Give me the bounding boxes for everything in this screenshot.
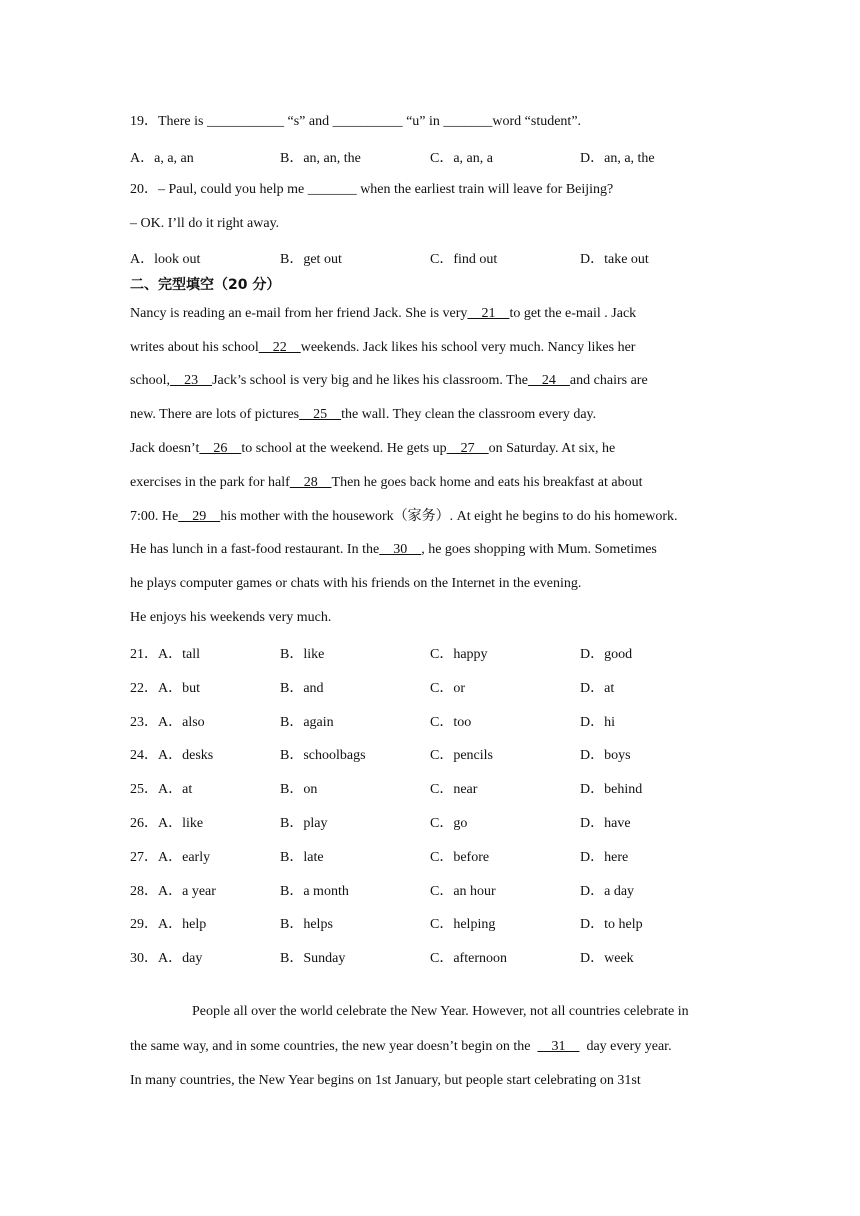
passage-line: exercises in the park for half 28 Then he goes back home and eats his breakfast at about <box>130 475 643 490</box>
blank-25: 25 <box>299 407 342 422</box>
option-a: A．look out <box>130 252 201 267</box>
passage-line: school, 23 Jack’s school is very big and he likes his classroom. The 24 and chairs are <box>130 373 648 388</box>
option-b: B．an, an, the <box>280 151 361 166</box>
option-c: C．near <box>430 782 478 798</box>
option-c: C．a, an, a <box>430 151 493 166</box>
blank-31: 31 <box>537 1039 580 1054</box>
passage2-line: People all over the world celebrate the New Year. However, not all countries celebrate in <box>192 1004 689 1019</box>
option-b: B．on <box>280 782 318 798</box>
answer-row <box>130 643 780 661</box>
blank-21: 21 <box>467 306 510 321</box>
option-b: B．a month <box>280 883 349 899</box>
option-b: B．helps <box>280 917 333 933</box>
option-c: C．happy <box>430 647 488 662</box>
answer-row <box>130 913 780 931</box>
option-b: B．play <box>280 816 328 831</box>
option-b: B．get out <box>280 252 342 267</box>
passage-line: he plays computer games or chats with his friends on the Internet in the evening. <box>130 576 582 591</box>
answer-row <box>130 778 780 796</box>
passage-line: He has lunch in a fast-food restaurant. In the 30 , he goes shopping with Mum. Sometimes <box>130 542 657 557</box>
option-c: C．an hour <box>430 883 496 899</box>
option-c: C．before <box>430 849 490 865</box>
option-a: 22．A．but <box>130 680 200 696</box>
option-d: D．here <box>580 849 629 865</box>
option-a: 27．A．early <box>130 849 211 865</box>
option-d: D．hi <box>580 714 615 730</box>
option-a: 21．A．tall <box>130 647 200 662</box>
option-b: B．like <box>280 647 325 662</box>
question-20-reply: – OK. I’ll do it right away. <box>130 216 280 231</box>
question-19: 19．There is ___________ “s” and __________ “u” in _______word “student”. <box>130 114 582 129</box>
option-c: C．or <box>430 680 465 696</box>
passage-line: 7:00. He 29 his mother with the housework（家务）. At eight he begins to do his homework. <box>130 509 678 524</box>
option-a: 29．A．help <box>130 917 207 933</box>
answer-row <box>130 677 780 695</box>
option-b: B．schoolbags <box>280 748 366 764</box>
option-a: 28．A．a year <box>130 883 216 899</box>
passage-line: Nancy is reading an e-mail from her friend Jack. She is very 21 to get the e-mail . Jack <box>130 306 637 321</box>
option-a: 26．A．like <box>130 816 204 831</box>
passage2-line: the same way, and in some countries, the new year doesn’t begin on the 31 day every year. <box>130 1039 672 1054</box>
answer-row <box>130 880 780 898</box>
answer-row <box>130 947 780 965</box>
answer-row <box>130 846 780 864</box>
blank-30: 30 <box>379 542 422 557</box>
answer-row <box>130 812 780 830</box>
option-d: D．behind <box>580 782 643 798</box>
option-b: B．Sunday <box>280 951 346 967</box>
option-d: D．good <box>580 647 633 662</box>
question-20-options <box>130 248 780 266</box>
blank-22: 22 <box>258 340 301 355</box>
option-c: C．go <box>430 816 468 831</box>
option-d: D．boys <box>580 748 631 764</box>
option-d: D．at <box>580 680 615 696</box>
blank-23: 23 <box>170 373 213 388</box>
option-a: A．a, a, an <box>130 151 194 166</box>
option-d: D．an, a, the <box>580 151 655 166</box>
blank-26: 26 <box>199 441 242 456</box>
option-d: D．have <box>580 816 631 831</box>
passage2-line: In many countries, the New Year begins on 1st January, but people start celebrating on 31st <box>130 1073 641 1088</box>
option-b: B．again <box>280 714 334 730</box>
option-c: C．afternoon <box>430 951 507 967</box>
option-a: 24．A．desks <box>130 748 214 764</box>
passage-line: Jack doesn’t 26 to school at the weekend. He gets up 27 on Saturday. At six, he <box>130 441 616 456</box>
blank-27: 27 <box>446 441 489 456</box>
section-heading: 二、完型填空（20 分） <box>130 277 281 293</box>
answer-row <box>130 711 780 729</box>
blank-29: 29 <box>178 509 221 524</box>
option-b: B．and <box>280 680 324 696</box>
question-19-options <box>130 147 780 165</box>
option-a: 23．A．also <box>130 714 205 730</box>
blank-28: 28 <box>289 475 332 490</box>
option-d: D．to help <box>580 917 643 933</box>
option-d: D．week <box>580 951 634 967</box>
option-b: B．late <box>280 849 324 865</box>
option-a: 25．A．at <box>130 782 193 798</box>
option-d: D．take out <box>580 252 649 267</box>
option-c: C．helping <box>430 917 496 933</box>
option-d: D．a day <box>580 883 635 899</box>
passage-line: writes about his school 22 weekends. Jack likes his school very much. Nancy likes her <box>130 340 636 355</box>
passage-line: He enjoys his weekends very much. <box>130 610 332 625</box>
option-c: C．find out <box>430 252 498 267</box>
answer-row <box>130 744 780 762</box>
passage-line: new. There are lots of pictures 25 the wall. They clean the classroom every day. <box>130 407 597 422</box>
option-c: C．too <box>430 714 472 730</box>
blank-24: 24 <box>527 373 570 388</box>
option-c: C．pencils <box>430 748 493 764</box>
question-20: 20．– Paul, could you help me _______ when the earliest train will leave for Beijing? <box>130 182 614 197</box>
option-a: 30．A．day <box>130 951 203 967</box>
